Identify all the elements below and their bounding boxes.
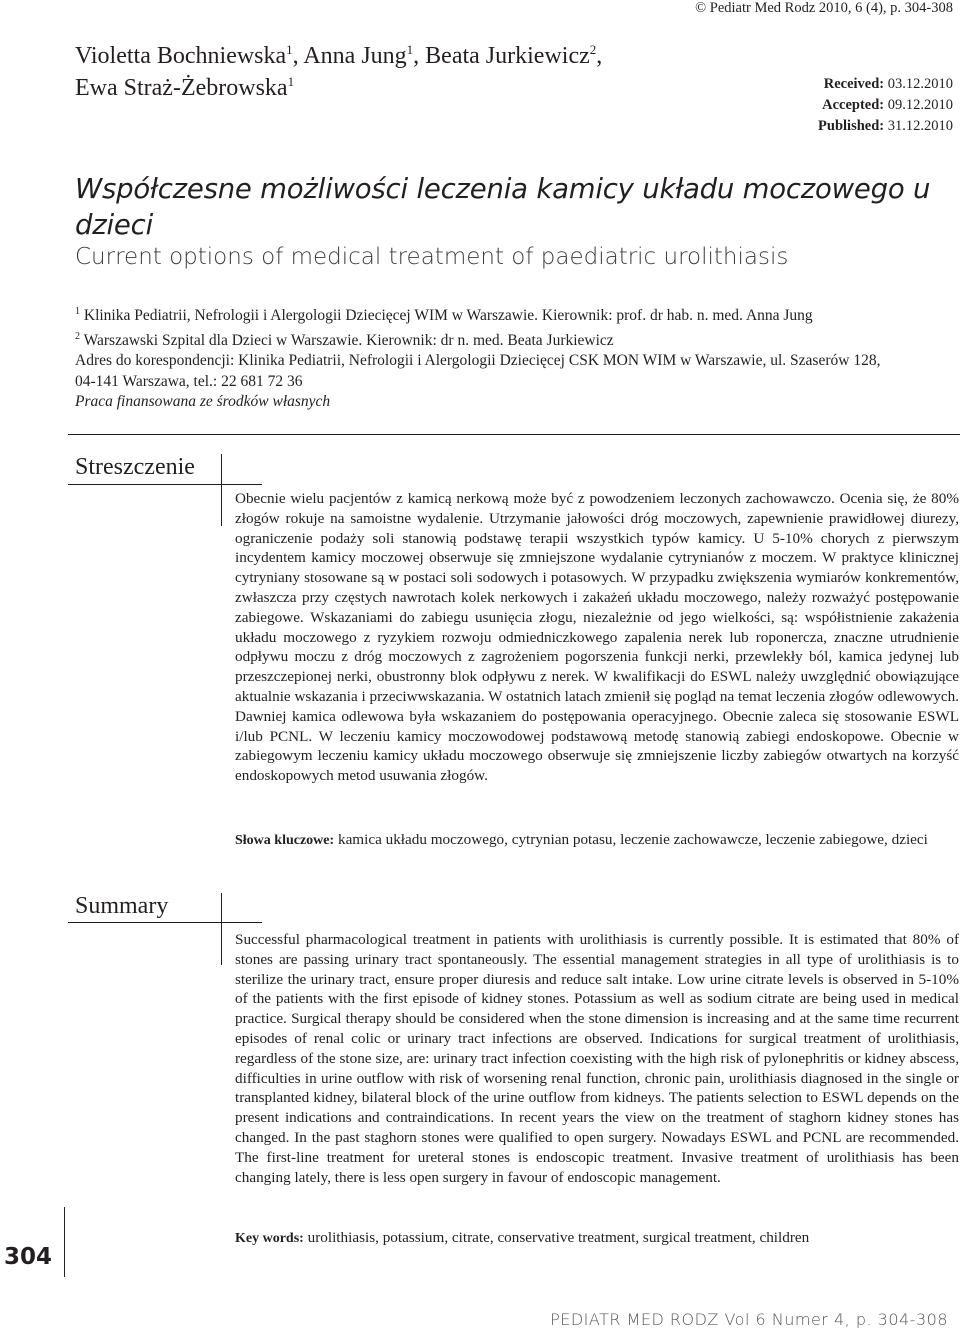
author-name: , Beata Jurkiewicz (413, 43, 590, 69)
keywords-label: Słowa kluczowe: (235, 833, 335, 848)
heading-rule (68, 922, 262, 923)
keywords-polish (235, 830, 959, 851)
keywords-label: Key words: (235, 1231, 304, 1246)
summary-heading: Summary (75, 893, 169, 919)
author-affiliation-mark: 2 (589, 42, 597, 57)
article-title-polish: Współczesne możliwości leczenia kamicy układu moczowego u dzieci (75, 173, 931, 241)
received-date: Received: 03.12.2010 (823, 76, 953, 92)
author-name: , Anna Jung (292, 43, 407, 69)
affiliation-2: $^2$ Warszawski Szpital dla Dzieci w Warszawie. Kierownik: dr n. med. Beata Jurkiewicz (75, 330, 614, 349)
article-title-english: Current options of medical treatment of paediatric urolithiasis (75, 244, 789, 270)
section-divider (68, 434, 960, 435)
funding-note: Praca finansowana ze środków własnych (75, 393, 331, 411)
affiliations (75, 302, 945, 413)
journal-footer: PEDIATR MED RODZ Vol 6 Numer 4, p. 304-308 (550, 1310, 948, 1329)
author-name: Ewa Straż-Żebrowska (75, 75, 288, 101)
author-affiliation-mark: 1 (406, 42, 414, 57)
heading-bracket (221, 893, 222, 965)
author-name: Violetta Bochniewska (75, 43, 287, 69)
authors-line-2 (75, 72, 602, 104)
author-affiliation-mark: 1 (286, 42, 293, 57)
keywords-list: kamica układu moczowego, cytrynian potasu, leczenie zachowawcze, leczenie zabiegowe, dzieci (334, 831, 928, 848)
abstract-polish: Obecnie wielu pacjentów z kamicą nerkową może być z powodzeniem leczonych zachowawczo. Ocenia się, że 80% złogów rokuje na samoistne wydalenie. Utrzymanie jałowości dróg moczowych, zapewnienie prawidłowej diurezy, ograniczenie podaży soli stanowią podstawę terapii wszystkich typów kamicy. U 5-10% chorych z pierwszym incydentem kamicy moczowej obserwuje się zmniejszone wydalanie cytrynianów z moczem. W praktyce klinicznej cytryniany stosowane są w postaci soli sodowych i potasowych. W przypadku zwiększenia wymiarów konkrementów, zwłaszcza przy częstych nawrotach kolek nerkowych i zakażeń układu moczowego, należy rozważyć postępowanie zabiegowe. Wskazaniami do zabiegu usunięcia złogu, niezależnie od jego wielkości, są: współistnienie zakażenia układu moczowego z ryzykiem rozwoju odmiedniczkowego zapalenia nerek lub roponercza, znaczne utrudnienie odpływu moczu z dróg moczowych z zagrożeniem pogorszenia funkcji nerki, przewlekły ból, kamica jedynej lub przeszczepionej nerki, obustronny blok odpływu z nerek. W kwalifikacji do ESWL należy uwzględnić obowiązujące aktualnie wskazania i przeciwwskazania. W ostatnich latach zmienił się pogląd na temat leczenia złogów odlewowych. Dawniej kamica odlewowa była wskazaniem do postępowania operacyjnego. Obecnie zaleca się stosowanie ESWL i/lub PCNL. W leczeniu kamicy moczowodowej podstawową metodę stanowią zabiegi endoskopowe. Obecnie w zabiegowym leczeniu kamicy układu moczowego obserwuje się zmniejszenie liczby zabiegów otwartych na korzyść endoskopowych metod usuwania złogów. (235, 490, 959, 785)
page-number: 304 (4, 1244, 53, 1270)
affiliation-1: $^1$ Klinika Pediatrii, Nefrologii i Alergologii Dziecięcej WIM w Warszawie. Kierownik: prof. dr hab. n. med. Anna Jung (75, 306, 813, 325)
author-affiliation-mark: 1 (287, 74, 295, 89)
correspondence-phone: 04-141 Warszawa, tel.: 22 681 72 36 (75, 372, 303, 390)
journal-citation: © Pediatr Med Rodz 2010, 6 (4), p. 304-308 (695, 0, 953, 16)
author-list (75, 40, 602, 104)
abstract-english: Successful pharmacological treatment in patients with urolithiasis is currently possible. It is estimated that 80% of stones are passing urinary tract spontaneously. The essential management strategies in all type of urolithiasis is to sterilize the urinary tract, ensure proper diuresis and reduce salt intake. Low urine citrate levels is observed in 5-10% of the patients with the first episode of kidney stones. Potassium as well as sodium citrate are being used in medical practice. Surgical therapy should be considered when the stone dimension is increasing and at the same time recurrent episodes of renal colic or urinary tract infections are observed. Indications for surgical treatment of urolithiasis, regardless of the stone size, are: urinary tract infection coexisting with the high risk of pylonephritis or kidney abscess, difficulties in urine outflow with risk of worsening renal function, chronic pain, urolithiasis diagnosed in the single or transplanted kidney, bilateral block of the urine outflow from kidneys. The patients selection to ESWL depends on the present indications and contraindications. In recent years the view on the treatment of staghorn kidney stones has changed. In the past staghorn stones were qualified to open surgery. Nowadays ESWL and PCNL are recommended. The first-line treatment for ureteral stones is endoscopic treatment. Invasive treatment of urolithiasis has been changing lately, there is less open surgery in favour of endoscopic management. (235, 931, 959, 1186)
heading-rule (68, 484, 262, 485)
keywords-english (235, 1228, 959, 1249)
keywords-list: urolithiasis, potassium, citrate, conservative treatment, surgical treatment, children (303, 1229, 810, 1246)
page-number-rule (64, 1207, 65, 1277)
author-separator: , (596, 43, 603, 69)
published-date: Published: 31.12.2010 (818, 118, 953, 134)
heading-bracket (221, 454, 222, 526)
accepted-date: Accepted: 09.12.2010 (822, 97, 953, 113)
correspondence-address: Adres do korespondencji: Klinika Pediatrii, Nefrologii i Alergologii Dziecięcej CSK MON WIM w Warszawie, ul. Szaserów 128, (75, 352, 881, 370)
streszczenie-heading: Streszczenie (75, 454, 195, 480)
authors-line-1 (75, 40, 602, 72)
article-dates (818, 74, 953, 137)
